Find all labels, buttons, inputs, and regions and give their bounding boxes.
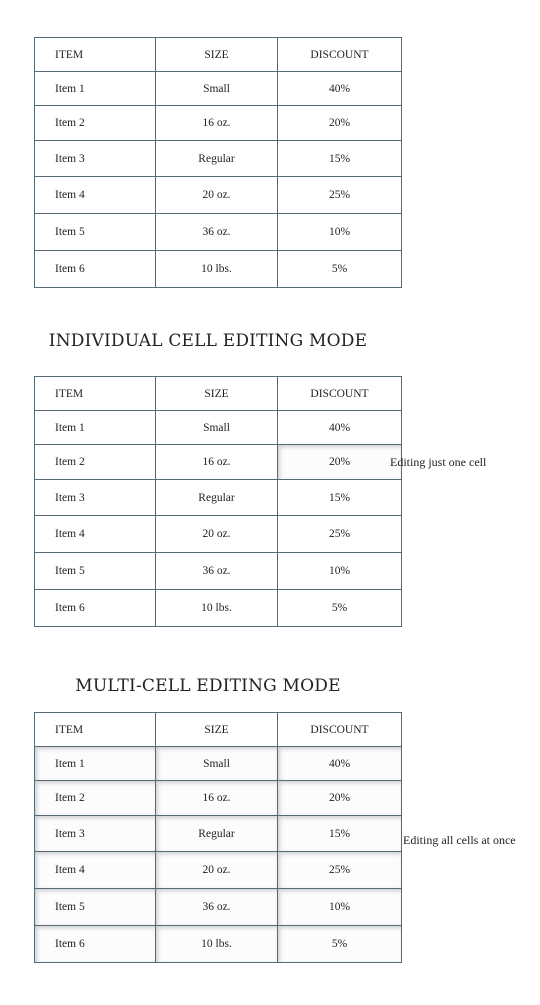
cell-discount-editing[interactable]: 40% [278, 747, 402, 781]
cell-item[interactable]: Item 4 [35, 516, 156, 553]
cell-item[interactable]: Item 6 [35, 590, 156, 627]
cell-item[interactable]: Item 6 [35, 251, 156, 288]
table-row [35, 553, 402, 590]
table-row [35, 214, 402, 251]
table-row [35, 852, 402, 889]
table-row [35, 445, 402, 480]
cell-discount[interactable]: 10% [278, 553, 402, 590]
cell-item-editing[interactable]: Item 6 [35, 926, 156, 963]
cell-discount[interactable]: 5% [278, 590, 402, 627]
column-header-item: ITEM [35, 38, 156, 72]
table-row [35, 251, 402, 288]
table-row [35, 72, 402, 106]
cell-discount-editing[interactable]: 10% [278, 889, 402, 926]
column-header-size: SIZE [156, 713, 278, 747]
column-header-size: SIZE [156, 377, 278, 411]
cell-size[interactable]: Small [156, 411, 278, 445]
table-header-row [35, 377, 402, 411]
cell-size[interactable]: 16 oz. [156, 445, 278, 480]
cell-item[interactable]: Item 2 [35, 106, 156, 141]
cell-size-editing[interactable]: 16 oz. [156, 781, 278, 816]
column-header-discount: DISCOUNT [278, 38, 402, 72]
cell-item[interactable]: Item 4 [35, 177, 156, 214]
table-row [35, 590, 402, 627]
cell-size-editing[interactable]: 20 oz. [156, 852, 278, 889]
table-row [35, 177, 402, 214]
cell-discount-editing[interactable]: 15% [278, 816, 402, 852]
cell-item-editing[interactable]: Item 2 [35, 781, 156, 816]
discount-table-multi-edit [34, 712, 402, 963]
cell-item[interactable]: Item 5 [35, 553, 156, 590]
cell-item[interactable]: Item 1 [35, 72, 156, 106]
column-header-discount: DISCOUNT [278, 377, 402, 411]
cell-discount[interactable]: 5% [278, 251, 402, 288]
cell-discount[interactable]: 25% [278, 177, 402, 214]
section-title-individual: INDIVIDUAL CELL EDITING MODE [48, 331, 368, 351]
cell-size[interactable]: 16 oz. [156, 106, 278, 141]
note-individual-edit: Editing just one cell [390, 455, 487, 469]
cell-discount-editing[interactable]: 25% [278, 852, 402, 889]
table-row [35, 926, 402, 963]
table-row [35, 480, 402, 516]
cell-discount-editing[interactable]: 5% [278, 926, 402, 963]
discount-table-default [34, 37, 402, 288]
table-row [35, 889, 402, 926]
cell-discount[interactable]: 15% [278, 141, 402, 177]
cell-size[interactable]: Regular [156, 141, 278, 177]
column-header-discount: DISCOUNT [278, 713, 402, 747]
cell-item-editing[interactable]: Item 4 [35, 852, 156, 889]
table-row [35, 411, 402, 445]
cell-discount[interactable]: 25% [278, 516, 402, 553]
note-multi-edit: Editing all cells at once [403, 833, 516, 847]
cell-item[interactable]: Item 3 [35, 480, 156, 516]
cell-discount[interactable]: 40% [278, 411, 402, 445]
column-header-size: SIZE [156, 38, 278, 72]
cell-discount-editing[interactable]: 20% [278, 445, 402, 480]
cell-discount[interactable]: 20% [278, 106, 402, 141]
column-header-item: ITEM [35, 377, 156, 411]
cell-item[interactable]: Item 1 [35, 411, 156, 445]
cell-size[interactable]: Regular [156, 480, 278, 516]
table-row [35, 747, 402, 781]
cell-size[interactable]: 10 lbs. [156, 590, 278, 627]
cell-item-editing[interactable]: Item 1 [35, 747, 156, 781]
cell-size-editing[interactable]: 10 lbs. [156, 926, 278, 963]
cell-discount[interactable]: 15% [278, 480, 402, 516]
cell-item-editing[interactable]: Item 5 [35, 889, 156, 926]
cell-size[interactable]: 10 lbs. [156, 251, 278, 288]
table-row [35, 106, 402, 141]
cell-size-editing[interactable]: Regular [156, 816, 278, 852]
table-row [35, 516, 402, 553]
table-header-row [35, 713, 402, 747]
cell-discount[interactable]: 40% [278, 72, 402, 106]
cell-size[interactable]: 36 oz. [156, 214, 278, 251]
section-title-multi: MULTI-CELL EDITING MODE [75, 676, 341, 696]
cell-item[interactable]: Item 3 [35, 141, 156, 177]
cell-size-editing[interactable]: Small [156, 747, 278, 781]
cell-size[interactable]: 36 oz. [156, 553, 278, 590]
table-row [35, 816, 402, 852]
cell-size-editing[interactable]: 36 oz. [156, 889, 278, 926]
discount-table-individual-edit [34, 376, 402, 627]
cell-size[interactable]: 20 oz. [156, 177, 278, 214]
cell-size[interactable]: 20 oz. [156, 516, 278, 553]
column-header-item: ITEM [35, 713, 156, 747]
cell-item[interactable]: Item 5 [35, 214, 156, 251]
cell-discount-editing[interactable]: 20% [278, 781, 402, 816]
cell-item-editing[interactable]: Item 3 [35, 816, 156, 852]
table-row [35, 141, 402, 177]
table-header-row [35, 38, 402, 72]
cell-size[interactable]: Small [156, 72, 278, 106]
cell-discount[interactable]: 10% [278, 214, 402, 251]
cell-item[interactable]: Item 2 [35, 445, 156, 480]
table-row [35, 781, 402, 816]
